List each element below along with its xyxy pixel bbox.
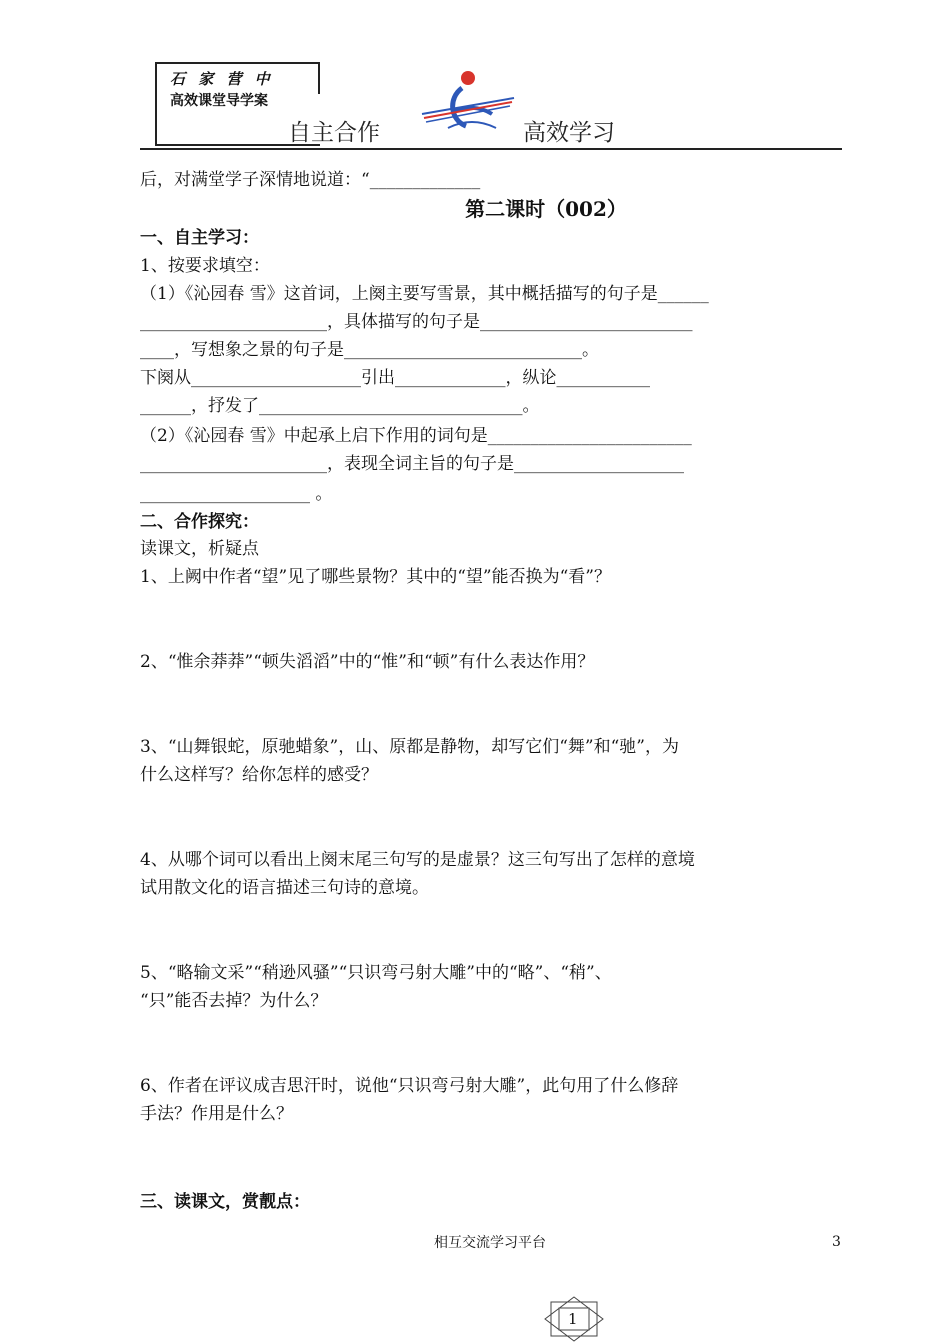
fill-line: 1、按要求填空： — [140, 256, 270, 276]
section3-heading: 三、读课文，赏靓点： — [140, 1192, 310, 1212]
question-3-cont: 什么这样写？给你怎样的感受？ — [140, 765, 378, 785]
question-4-cont: 试用散文化的语言描述三句诗的意境。 — [140, 878, 429, 898]
fill-line: （2）《沁园春 雪》中起承上启下作用的词句是________________________ — [140, 426, 692, 446]
fill-line: ______，抒发了_______________________________。 — [140, 396, 540, 416]
page-badge-number: 1 — [568, 1310, 578, 1328]
page-number: 3 — [832, 1234, 841, 1250]
fill-line: ____，写想象之景的句子是____________________________。 — [140, 340, 599, 360]
school-logo-icon — [418, 68, 518, 136]
question-6: 6、作者在评议成吉思汗时，说他“只识弯弓射大雕”，此句用了什么修辞 — [140, 1076, 679, 1096]
section1-heading: 一、自主学习： — [140, 228, 259, 248]
school-name: 石 家 营 中 — [170, 70, 274, 88]
fill-line: （1）《沁园春 雪》这首词，上阕主要写雪景，其中概括描写的句子是______ — [140, 284, 709, 304]
question-1: 1、上阙中作者“望”见了哪些景物？其中的“望”能否换为“看”？ — [140, 567, 611, 587]
fill-line: 下阕从____________________引出_____________，纵论___________ — [140, 368, 650, 388]
lesson-title: 第二课时（002） — [465, 197, 627, 221]
school-subtitle: 高效课堂导学案 — [170, 93, 268, 109]
section2-subheading: 读课文，析疑点 — [140, 539, 259, 559]
footer-text: 相互交流学习平台 — [434, 1235, 546, 1251]
question-2: 2、“惟余莽莽”“顿失滔滔”中的“惟”和“顿”有什么表达作用？ — [140, 652, 595, 672]
motto-right: 高效学习 — [523, 120, 615, 146]
fill-line: ______________________，表现全词主旨的句子是____________________ — [140, 454, 684, 474]
question-5: 5、“略输文采”“稍逊风骚”“只识弯弓射大雕”中的“略”、“稍”、 — [140, 963, 612, 983]
motto-left: 自主合作 — [288, 120, 380, 146]
fill-line: ____________________ 。 — [140, 484, 333, 504]
question-4: 4、从哪个词可以看出上阕末尾三句写的是虚景？这三句写出了怎样的意境 — [140, 850, 695, 870]
section2-heading: 二、合作探究： — [140, 512, 259, 532]
question-3: 3、“山舞银蛇，原驰蜡象”，山、原都是静物，却写它们“舞”和“驰”，为 — [140, 737, 679, 757]
intro-line: 后，对满堂学子深情地说道：“_____________ — [140, 170, 481, 190]
question-6-cont: 手法？作用是什么？ — [140, 1104, 293, 1124]
question-5-cont: “只”能否去掉？为什么？ — [140, 991, 328, 1011]
header-rule — [140, 148, 842, 150]
fill-line: ______________________，具体描写的句子是_________________________ — [140, 312, 693, 332]
